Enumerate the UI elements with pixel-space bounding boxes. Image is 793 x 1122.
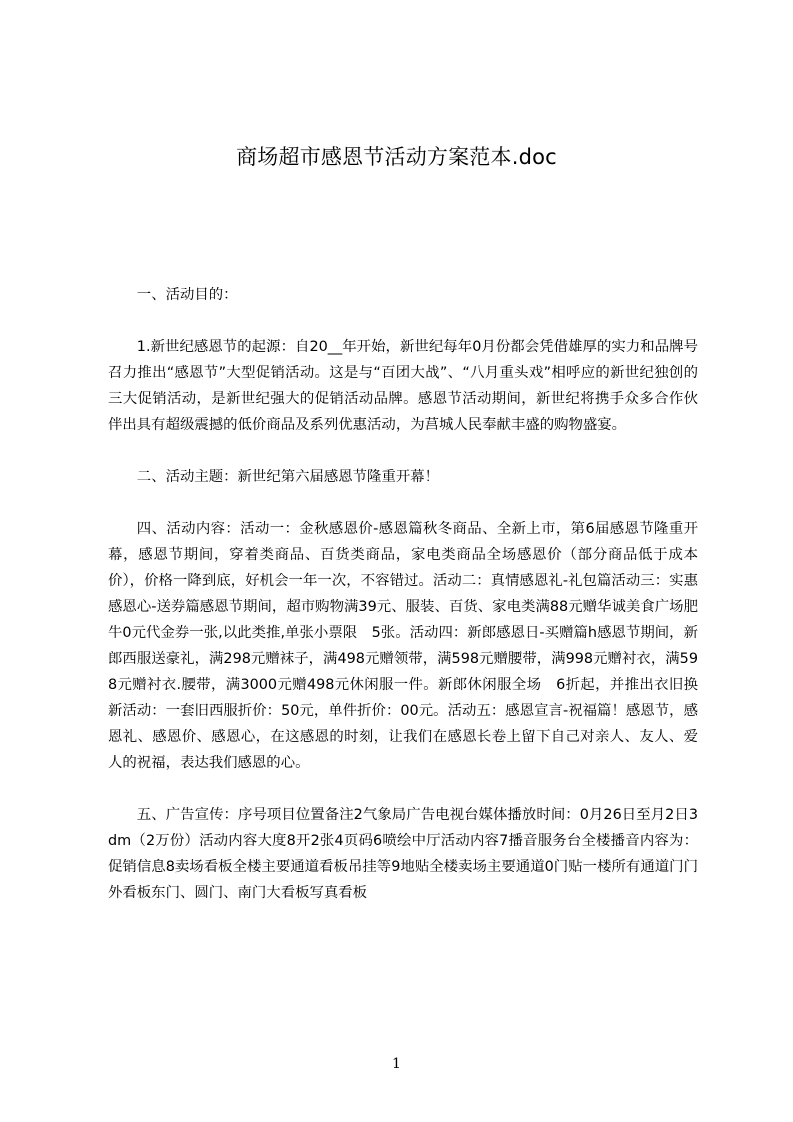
paragraph-origin: 1.新世纪感恩节的起源：自20__年开始，新世纪每年0月份都会凭借雄厚的实力和品牌号召力推出“感恩节”大型促销活动。这是与“百团大战”、“八月重头戏”相呼应的新世纪独创的三大促销活动，是新世纪强大的促销活动品牌。感恩节活动期间，新世纪将携手众多合作伙伴出具有超级震撼的低价商品及系列优惠活动，为莒城人民奉献丰盛的购物盛宴。 (108, 339, 698, 433)
paragraph-activity-content: 四、活动内容：活动一：金秋感恩价-感恩篇秋冬商品、全新上市，第6届感恩节隆重开幕，感恩节期间，穿着类商品、百货类商品，家电类商品全场感恩价（部分商品低于成本价），价格一降到底，好机会一年一次，不容错过。活动二：真情感恩礼-礼包篇活动三：实惠感恩心-送券篇感恩节期间，超市购物满39元、服装、百货、家电类满88元赠华诚美食广场肥牛0元代金券一张,以此类推,单张小票限 5张。活动四：新郎感恩日-买赠篇h感恩节期间，新郎西服送豪礼，满298元赠袜子，满498元赠领带，满598元赠腰带，满998元赠衬衣，满598元赠衬衣.腰带，满3000元赠498元休闲服一件。新郎休闲服全场 6折起，并推出衣旧换新活动：一套旧西服折价：50元，单件折价：00元。活动五：感恩宣言-祝福篇！感恩节，感恩礼、感恩价、感恩心，在这感恩的时刻，让我们在感恩长卷上留下自己对亲人、友人、爱人的祝福，表达我们感恩的心。 (108, 521, 698, 771)
document-title: 商场超市感恩节活动方案范本.doc (236, 145, 557, 169)
page-number: 1 (392, 1056, 401, 1072)
paragraph-advertising: 五、广告宣传：序号项目位置备注2气象局广告电视台媒体播放时间：0月26日至月2日3dm（2万份）活动内容大度8开2张4页码6喷绘中厅活动内容7播音服务台全楼播音内容为：促销信息8卖场看板全楼主要通道看板吊挂等9地贴全楼卖场主要通道0门贴一楼所有通道门门外看板东门、圆门、南门大看板写真看板 (108, 807, 698, 901)
document-body (108, 282, 698, 932)
section-heading-theme: 二、活动主题：新世纪第六届感恩节隆重开幕！ (136, 469, 440, 485)
section-heading-purpose: 一、活动目的： (136, 287, 238, 303)
